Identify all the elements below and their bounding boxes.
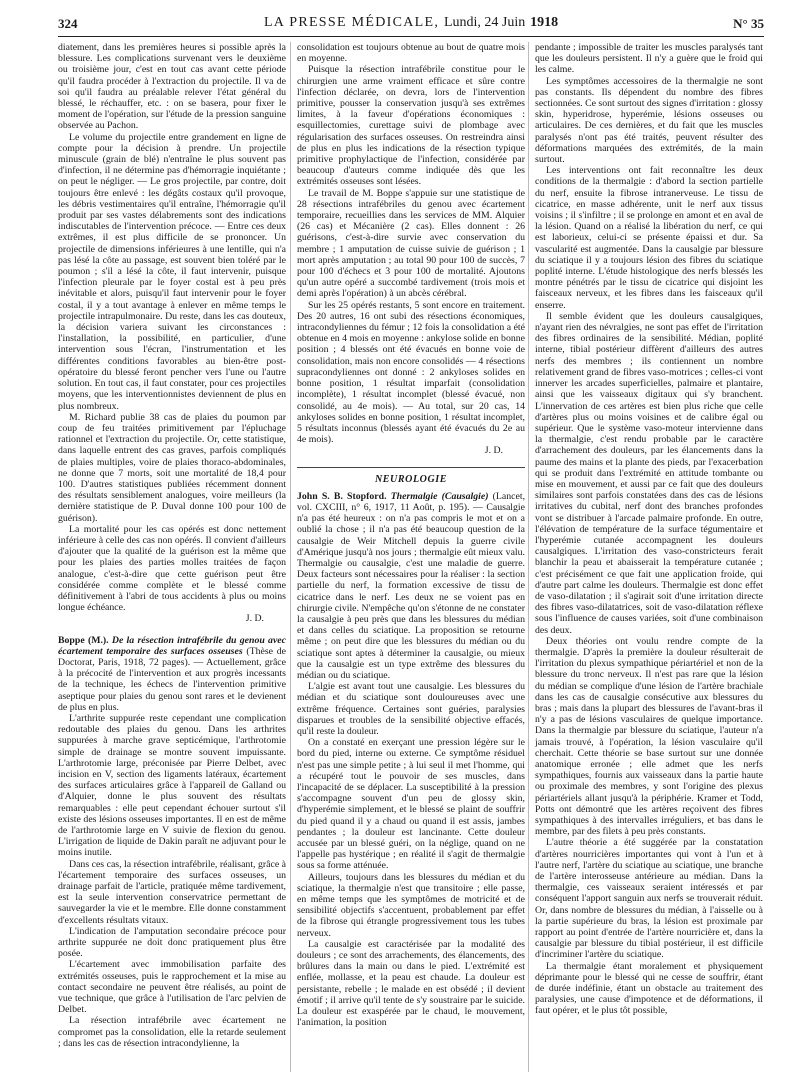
paragraph: La thermalgie étant moralement et physiquement déprimante pour le blessé qui ne cesse de souffrir, étant de durée indéfinie, étant un obstacle au traitement des paralysies, une cause d'impotence et de déformations, il faut opérer, et le plus tôt possible, — [535, 960, 763, 1017]
paragraph: consolidation est toujours obtenue au bout de quatre mois en moyenne. — [297, 42, 525, 65]
paragraph: On a constaté en exerçant une pression légère sur le bord du pied, interne ou externe. Ce symptôme résiduel n'est pas une simple petite ; à lui seul il met l'homme, qui a récupéré tout le pouvoir de ses muscles, dans l'incapacité de se déplacer. La susceptibilité à la pression s'accompagne souvent d'un peu de glossy skin, d'hyperémie simplement, et le blessé se plaint de souffrir du pied quand il y a chaud ou quand il est assis, jambes pendantes ; la douleur est lancinante. Cette douleur accusée par un blessé guéri, on la néglige, quand on ne l'appelle pas hystérique ; en réalité il s'agit de thermalgie sous sa forme atténuée. — [297, 737, 525, 872]
paragraph: L'algie est avant tout une causalgie. Les blessures du médian et du sciatique sont douloureuses avec une extrême fréquence. Certaines sont guéries, paralysies disparues et troubles de la sensibilité objective effacés, qu'il reste la douleur. — [297, 681, 525, 737]
paragraph: L'indication de l'amputation secondaire précoce pour arthrite suppurée ne doit donc pratiquement plus être posée. — [58, 925, 286, 960]
journal-title-line — [58, 15, 764, 31]
review-title: De la résection intrafébrile du genou avec écartement temporaire des surfaces osseuses — [58, 634, 286, 657]
paragraph: La résection intrafébrile avec écartement ne compromet pas la consolidation, elle la retarde seulement ; dans les cas de résection intracondylienne, la — [58, 1015, 286, 1049]
text-column-right — [535, 42, 763, 1074]
paragraph: Les interventions ont fait reconnaître les deux conditions de la thermalgie : d'abord la section partielle du nerf, ensuite la fibrose intranerveuse. Le tissu de cicatrice, en masse adhérente, unit le nerf aux tissus voisins ; il s'infiltre ; il se prolonge en amont et en aval de la lésion. Quand on a réalisé la libération du nerf, ce qui est laborieux, celui-ci se présente épaissi et dur. Sa vascularité est augmentée. Dans la causalgie par blessure du sciatique il y a toujours lésion des fibres du sciatique poplité interne. L'étude histologique des nerfs blessés les montre pénétrés par le tissu de cicatrice qui disjoint les faisceaux nerveux, et les fibres dans les faisceaux qu'il enserre. — [535, 165, 763, 311]
paragraph: Puisque la résection intrafébrile constitue pour le chirurgien une arme vraiment efficace et sûre contre l'infection déclarée, on devra, lors de l'intervention primitive, pousser la conservation jusqu'à ses extrêmes limites, à la faveur d'opérations économiques : esquillectomies, curettage suivi de plombage avec régularisation des surfaces osseuses. On restreindra ainsi de plus en plus les indications de la résection typique primitive prophylactique de l'infection, considérée par beaucoup d'auteurs comme indiquée dès que les extrémités osseuses sont lésées. — [297, 64, 525, 188]
paragraph: diatement, dans les premières heures si possible après la blessure. Les complications survenant vers le deuxième ou troisième jour, c'est en tout cas avant cette période qu'il faudra procéder à l'extraction du projectile. Il va de soi qu'il faudra au préalable relever l'état général du blessé, le réchauffer, etc. : on se basera, pour fixer le moment de l'opération, sur l'étude de la pression sanguine observée au Pachon. — [58, 42, 286, 132]
issue-year: 1918 — [530, 15, 559, 30]
page-number: 324 — [58, 16, 78, 31]
paragraph: L'autre théorie a été suggérée par la constatation d'artères nourricières importantes qui vont à l'un et à l'autre nerf, l'artère du sciatique au sciatique, une branche de l'artère interosseuse antérieure au médian. Dans la thermalgie, ces vaisseaux seraient intéressés et par conséquent l'apport sanguin aux nerfs se trouverait réduit. Or, dans nombre de blessures du médian, à l'aisselle ou à la partie supérieure du bras, la lésion est proximale par rapport au point d'entrée de l'artère nourricière et, dans la causalgie par blessure du tibial postérieur, il est difficile d'incriminer l'artère du sciatique. — [535, 837, 763, 961]
issue-number: N° 35 — [733, 16, 764, 31]
review-reference: (Lancet, vol. CXCIII, n° 6, 1917, 11 Août, p. 195). — Causalgie n'a pas été heureux : on n'a pas compris le mot et on a oublié la chose ; il n'a pas été beaucoup question de la causalgie de Weir Mitchell depuis la guerre civile d'Amérique jusqu'à nos jours ; thermalgie eût mieux valu. Thermalgie ou causalgie, c'est une maladie de guerre. Deux facteurs sont nécessaires pour la réaliser : la section partielle du nerf, la formation excessive de tissu de cicatrice dans le nerf. Les deux ne se voient pas en chirurgie civile. N'empêche qu'on s'étonne de ne constater la causalgie à peu près que dans les blessures du médian et dans celles du sciatique. La proposition se retourne même ; on peut dire que les blessures du médian ou du sciatique sont aptes à déterminer la causalgie, ou mieux que la causalgie est un type extrême des blessures du médian ou du sciatique. — [297, 490, 525, 681]
review-title: Thermalgie (Causalgie) — [390, 490, 489, 502]
review-reference: (Thèse de Doctorat, Paris, 1918, 72 pages). — Actuellement, grâce à la précocité de l'intervention et aux progrès incessants de la technique, les échecs de l'intervention primitive aseptique pour plaies du genou sont rares et le devienent de plus en plus. — [58, 645, 286, 713]
paragraph: Deux théories ont voulu rendre compte de la thermalgie. D'après la première la douleur résulterait de l'irritation du plexus sympathique périartériel et non de la blessure du tronc nerveux. Il n'est pas rare que la lésion du médian se complique d'une lésion de l'artère brachiale dans les cas de causalgie consécutive aux blessures du bras ; mais dans la plupart des blessures de l'avant-bras il n'y a pas de lésions vasculaires de quelque importance. Dans la thermalgie par blessure du sciatique, l'auteur n'a jamais trouvé, à l'opération, la lésion vasculaire qu'il cherchait. Cette théorie se base surtout sur une donnée anatomique erronée ; elle admet que les nerfs sympathiques, fournis aux vaisseaux dans la partie haute ou proximale des membres, y sont l'origine des plexus périartériels allant jusqu'à la périphérie. Kramer et Todd, Potts ont démontré que les artères reçoivent des fibres sympathiques à des intervalles irréguliers, et bas dans le membre, par des filets à peu près constants. — [535, 635, 763, 838]
paragraph: La mortalité pour les cas opérés est donc nettement inférieure à celle des cas non opérés. Il convient d'ailleurs d'ajouter que la qualité de la guérison est la même que pour les plaies des parties molles traitées de façon analogue, c'est-à-dire que cette guérison peut être considérée comme complète et le blessé comme définitivement à l'abri de tous accidents à plus ou moins longue échéance. — [58, 523, 286, 614]
text-column-left — [58, 42, 286, 1074]
review-author: John S. B. Stopford. — [297, 490, 387, 502]
paragraph: Dans ces cas, la résection intrafébrile, réalisant, grâce à l'écartement temporaire des surfaces osseuses, un drainage parfait de l'article, pratiquée même tardivement, est la seule intervention conservatrice permettant de sauvegarder la vie et le membre. Elle donne constamment d'excellents résultats vitaux. — [58, 858, 286, 926]
review-entry — [58, 635, 286, 713]
paragraph: L'arthrite suppurée reste cependant une complication redoutable des plaies du genou. Dans les arthrites suppurées à marche grave septicémique, l'arthrotomie simple de drainage se montre souvent impuissante. L'arthrotomie large, préconisée par Pierre Delbet, avec incision en V, section des ligaments latéraux, écartement des surfaces articulaires grâce à l'appareil de Galland ou d'Alquier, donne le plus souvent des résultats remarquables : elle peut cependant échouer surtout s'il existe des lésions osseuses importantes. Il en est de même de l'arthrotomie large en V suivie de flexion du genou. L'irrigation de liquide de Dakin paraît ne adjuvant pour le moins inutile. — [58, 712, 286, 859]
column-divider — [528, 42, 529, 1072]
column-divider — [290, 42, 291, 1072]
author-signature: J. D. — [245, 613, 264, 625]
paragraph: M. Richard publie 38 cas de plaies du poumon par coup de feu traitées primitivement par l'épluchage rationnel et l'extraction du projectile. Or, cette statistique, dans laquelle entrent des cas graves, parfois compliqués de plaies multiples, voire de plaies thoraco-abdominales, ne donne que 7 morts, soit une mortalité de 18,4 pour 100. D'autres statistiques publiées récemment donnent des résultats sensiblement analogues, voire meilleurs (la dernière statistique de P. Duval donne 100 pour 100 de guérison). — [58, 411, 286, 524]
paragraph: Les symptômes accessoires de la thermalgie ne sont pas constants. Ils dépendent du nombre des fibres sectionnées. Ce sont surtout des signes d'irritation : glossy skin, hyperidrose, hyperémie, lésions osseuses ou articulaires. De ces dernières, et du fait que les muscles paralysés n'ont pas été traités, peuvent résulter des déformations marquées des extrémités, de la main surtout. — [535, 75, 763, 166]
section-heading: NEUROLOGIE — [297, 467, 525, 485]
paragraph: Le travail de M. Boppe s'appuie sur une statistique de 28 résections intrafébriles du genou avec écartement temporaire, recueillies dans les services de MM. Alquier (26 cas) et Mécanière (2 cas). Elles donnent : 26 guérisons, c'est-à-dire survie avec conservation du membre ; 1 amputation de cuisse suivie de guérison ; 1 mort après amputation ; au total 90 pour 100 de succès, 7 pour 100 d'échecs et 3 pour 100 de mortalité. Ajoutons qu'un autre opéré a succombé tardivement (trois mois et demi après l'opération) à un abcès cérébral. — [297, 187, 525, 300]
page-header — [58, 14, 764, 37]
paragraph: L'écartement avec immobilisation parfaite des extrémités osseuses, puis le rapprochement et la mise au contact secondaire ne peuvent être réalisés, au point de vue technique, que grâce à l'utilisation de l'arc pelvien de Delbet. — [58, 959, 286, 1016]
paragraph: Sur les 25 opérés restants, 5 sont encore en traitement. Des 20 autres, 16 ont subi des résections économiques, intracondyliennes du fémur ; 12 fois la consolidation a été obtenue en 4 mois en moyenne : ankylose solide en bonne position ; 4 blessés ont été évacués en bonne voie de consolidation, mais non encore consolidés — 4 résections supracondyliennes ont donné : 2 ankyloses solides en bonne position, 1 résultat imparfait (consolidation incomplète), 1 résultat incomplet (blessé évacué, non consolidé, au 4e mois). — Au total, sur 20 cas, 14 ankyloses solides en bonne position, 1 résultat incomplet, 5 résultats inconnus (blessés ayant été évacués du 2e au 4e mois). — [297, 299, 525, 446]
issue-date: Lundi, 24 Juin — [443, 15, 526, 30]
paragraph: Il semble évident que les douleurs causalgiques, n'ayant rien des névralgies, ne sont pas effet de l'irritation des fibres ordinaires de la sensibilité. Médian, poplité interne, tibial postérieur diffèrent d'ailleurs des autres nerfs des membres ; ils contiennent un nombre relativement grand de fibres vaso-motrices ; celles-ci vont innerver les arcades superficielles, palmaire et plantaire, ainsi que les vaisseaux digitaux qui s'y branchent. L'innervation de ces artères est bien plus riche que celle d'artères plus ou moins voisines et de calibre égal ou supérieur. Que le système vaso-moteur intervienne dans la thermalgie, c'est rendu probable par le caractère d'arrachement des douleurs, par les élancements dans la paume des mains et la plante des pieds, par l'exacerbation qui se produit dans l'extrémité en attitude tombante ou mise en mouvement, et aussi par ce fait que des douleurs similaires sont parfois constatées dans des cas de lésions irritatives du cubital, nerf dont des branches profondes vont se distribuer à l'arcade palmaire profonde. En outre, l'élévation de température de la surface tégumentaire et l'hyperémie cutanée accompagnent les douleurs causalgiques. L'irritation des vaso-constricteurs ferait blanchir la peau et abaisserait la température cutanée ; c'est précisément ce que fait une application froide, qui d'autre part calme les douleurs. Thermalgie est donc effet de vaso-dilatation ; il s'agirait soit d'une irritation directe des fibres vaso-dilatatrices, soit de vaso-dilatation réflexe sous l'influence de causes variées, soit d'une combinaison des deux. — [535, 310, 763, 636]
author-signature: J. D. — [484, 445, 503, 457]
paragraph: La causalgie est caractérisée par la modalité des douleurs ; ce sont des arrachements, des élancements, des brûlures dans la main ou dans le pied. L'extrémité est enflée, mollasse, et la peau est chaude. La douleur est persistante, rebelle ; le malade en est obsédé ; il devient émotif ; il arrive qu'il tente de s'y soustraire par le suicide. La douleur est exaspérée par le chaud, le mouvement, l'animation, la position — [297, 938, 525, 1029]
paragraph: Ailleurs, toujours dans les blessures du médian et du sciatique, la thermalgie n'est que transitoire ; elle passe, en même temps que les symptômes de motricité et de sensibilité objectifs s'accentuent, probablement par effet de la fibrose qui étrangle progressivement tous les tubes nerveux. — [297, 871, 525, 939]
journal-name: LA PRESSE MÉDICALE, — [263, 15, 440, 30]
paragraph: Le volume du projectile entre grandement en ligne de compte pour la décision à prendre. Un projectile minuscule (grain de blé) n'entraîne le plus souvent pas d'infection, il ne détermine pas d'hémorragie inquiétante ; on peut le négliger. — Le gros projectile, par contre, doit toujours être enlevé : les dégâts costaux qu'il provoque, les débris vestimentaires qu'il entraîne, l'hémorragie qu'il produit par ses vastes délabrements sont des indications indiscutables de l'intervention précoce. — Entre ces deux extrêmes, il est plus difficile de se prononcer. Un projectile de dimensions inférieures à une lentille, qui n'a pas lésé la côte au passage, est souvent bien toléré par le poumon ; s'il a lésé la côte, il faut intervenir, puisque l'infection pleurale par le foyer costal est à peu près inévitable et alors, puisqu'il faut intervenir pour le foyer costal, il y a tout avantage à enlever en même temps le projectile intrapulmonaire. Du reste, dans les cas douteux, la décision variera suivant les circonstances : l'installation, la possibilité, en particulier, d'une intervention sous l'écran, l'instrumentation et les différentes conditions favorables au bien-être post-opératoire du blessé feront pencher vers l'une ou l'autre solution. En tout cas, il faut constater, pour ces projectiles moyens, que les interventionnistes deviennent de plus en plus nombreux. — [58, 131, 286, 412]
paragraph: pendante ; impossible de traiter les muscles paralysés tant que les douleurs persistent. Il n'y a guère que le froid qui les calme. — [535, 42, 763, 76]
review-author: Boppe (M.). — [58, 634, 109, 646]
review-entry — [297, 491, 525, 681]
text-column-middle — [297, 42, 525, 1074]
